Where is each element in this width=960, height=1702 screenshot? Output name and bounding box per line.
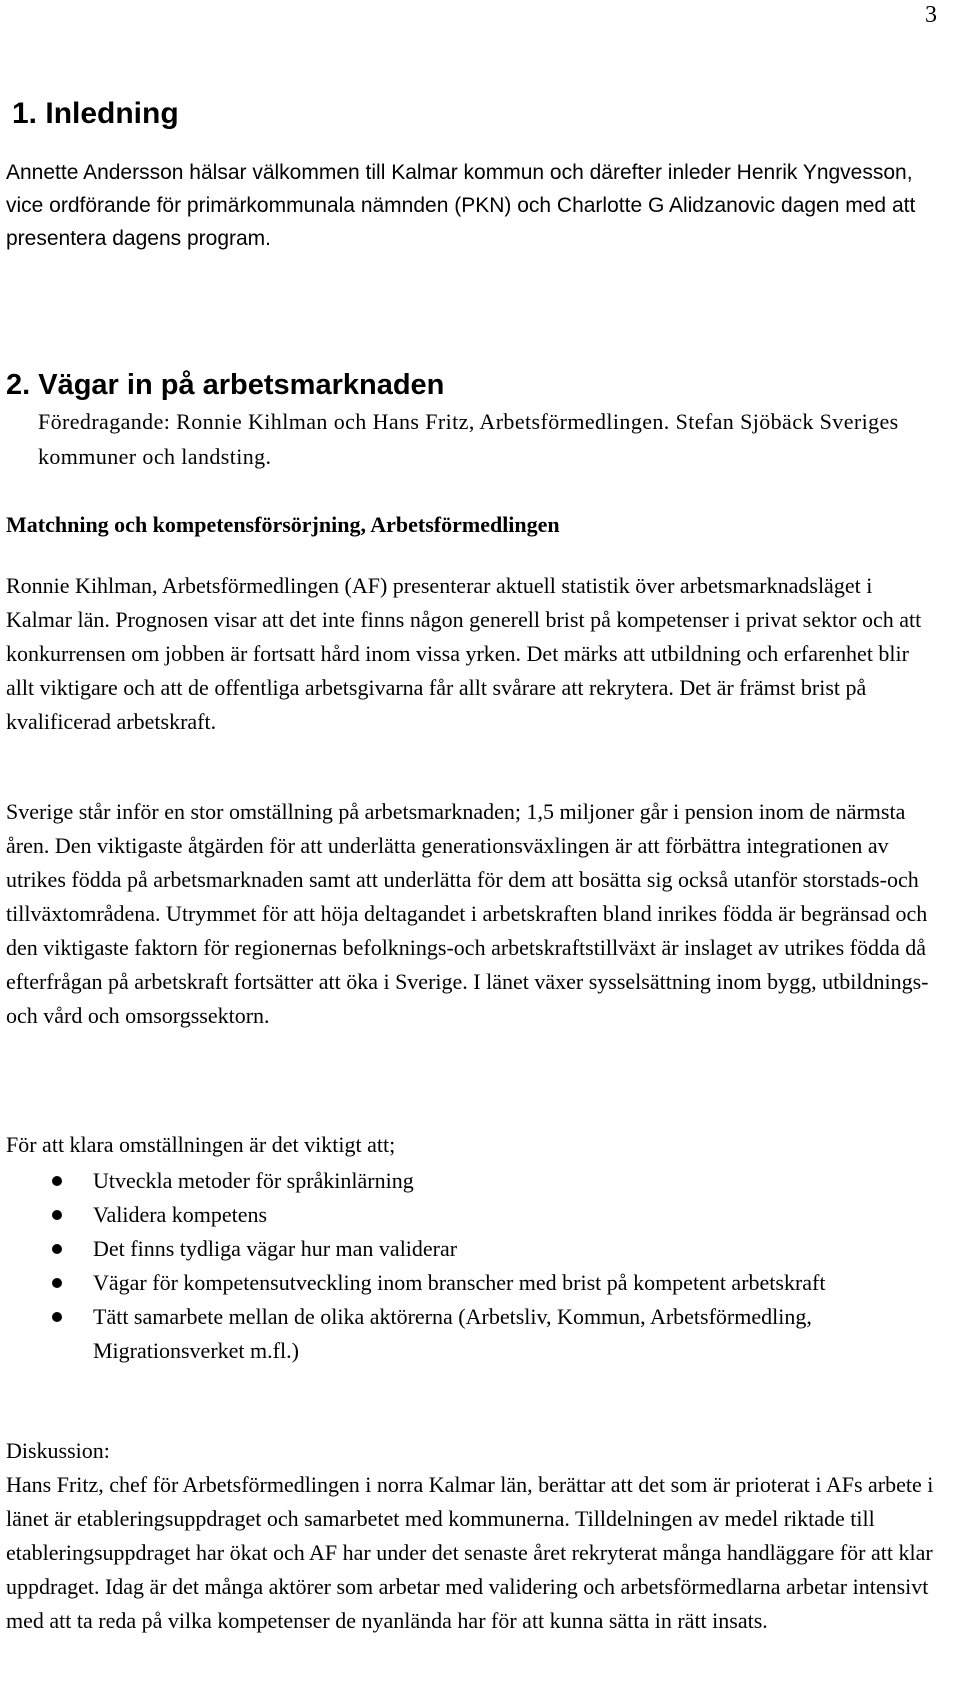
paragraph-omstallning: Sverige står inför en stor omställning på arbetsmarknaden; 1,5 miljoner går i pension inom de närmsta åren. Den viktigaste åtgärden för att underlätta generationsväxlingen är att förbättra integrationen av utrikes födda på arbetsmarknaden samt att underlätta för dem att bosätta sig också utanför storstads-och tillväxtområdena. Utrymmet för att höja deltagandet i arbetskraften bland inrikes födda är begränsad och den viktigaste faktorn för regionernas befolknings-och arbetskraftstillväxt är inslaget av utrikes födda då efterfrågan på arbetskraft fortsätter att öka i Sverige. I länet växer sysselsättning inom bygg, utbildnings- och vård och omsorgssektorn. <box>6 799 929 1028</box>
list-intro: För att klara omställningen är det viktigt att; <box>6 1132 396 1157</box>
list-item-text: Utveckla metoder för språkinlärning <box>93 1168 414 1193</box>
bullet-list <box>0 1164 940 1368</box>
bullet-icon <box>52 1176 62 1186</box>
page-number: 3 <box>925 2 937 28</box>
list-item <box>0 1266 940 1300</box>
list-item-text: Vägar för kompetensutveckling inom branscher med brist på kompetent arbetskraft <box>93 1270 826 1295</box>
section-1-heading: 1. Inledning <box>12 97 179 130</box>
section-2-heading: 2. Vägar in på arbetsmarknaden <box>6 369 445 401</box>
list-item-text: Det finns tydliga vägar hur man validerar <box>93 1236 458 1261</box>
list-item <box>0 1232 940 1266</box>
presenters-line: Föredragande: Ronnie Kihlman och Hans Fritz, Arbetsförmedlingen. Stefan Sjöbäck Sveriges kommuner och landsting. <box>38 409 899 469</box>
list-item <box>0 1164 940 1198</box>
list-item-text: Tätt samarbete mellan de olika aktörerna (Arbetsliv, Kommun, Arbetsförmedling, Migrationsverket m.fl.) <box>93 1304 812 1363</box>
list-item <box>0 1300 940 1368</box>
paragraph-statistics: Ronnie Kihlman, Arbetsförmedlingen (AF) presenterar aktuell statistik över arbetsmarknadsläget i Kalmar län. Prognosen visar att det inte finns någon generell brist på kompetenser i privat sektor och att konkurrensen om jobben är fortsatt hård inom vissa yrken. Det märks att utbildning och erfarenhet blir allt viktigare och att de offentliga arbetsgivarna får allt svårare att rekrytera. Det är främst brist på kvalificerad arbetskraft. <box>6 573 922 734</box>
bullet-icon <box>52 1312 62 1322</box>
list-item <box>0 1198 940 1232</box>
bullet-icon <box>52 1210 62 1220</box>
discussion-label: Diskussion: <box>6 1438 110 1463</box>
discussion-paragraph: Hans Fritz, chef för Arbetsförmedlingen i norra Kalmar län, berättar att det som är prioterat i AFs arbete i länet är etableringsuppdraget och samarbetet med kommunerna. Tilldelningen av medel riktade till etableringsuppdraget har ökat och AF har under det senaste året rekryterat många handläggare för att klar uppdraget. Idag är det många aktörer som arbetar med validering och arbetsförmedlarna arbetar intensivt med att ta reda på vilka kompetenser de nyanlända har för att kunna sätta in rätt insats. <box>6 1472 934 1633</box>
section-1-paragraph: Annette Andersson hälsar välkommen till Kalmar kommun och därefter inleder Henrik Yngvesson, vice ordförande för primärkommunala nämnden (PKN) och Charlotte G Alidzanovic dagen med att presentera dagens program. <box>6 161 916 250</box>
bullet-icon <box>52 1278 62 1288</box>
bullet-icon <box>52 1244 62 1254</box>
list-item-text: Validera kompetens <box>93 1202 268 1227</box>
subheading-matchning: Matchning och kompetensförsörjning, Arbetsförmedlingen <box>6 512 560 537</box>
